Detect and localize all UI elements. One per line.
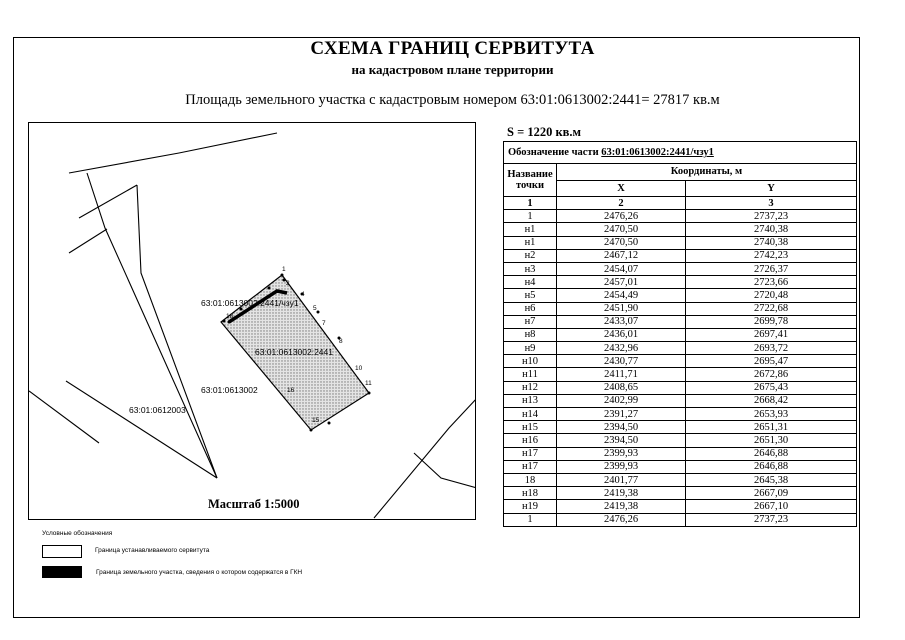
cell-x: 2399,93	[557, 447, 686, 460]
part-code: 63:01:0613002:2441/чзу1	[601, 147, 714, 158]
table-row	[504, 447, 857, 460]
table-row	[504, 210, 857, 223]
table-row	[504, 315, 857, 328]
map-drawing	[29, 123, 476, 520]
cell-name: н14	[504, 408, 557, 421]
cell-y: 2668,42	[686, 394, 857, 407]
page-title: СХЕМА ГРАНИЦ СЕРВИТУТА	[310, 38, 595, 59]
cell-name: н8	[504, 328, 557, 341]
table-row	[504, 223, 857, 236]
cell-x: 2432,96	[557, 342, 686, 355]
cell-x: 2391,27	[557, 408, 686, 421]
parcel-area-line: Площадь земельного участка с кадастровым номером 63:01:0613002:2441= 27817 кв.м	[185, 92, 720, 108]
table-row	[504, 249, 857, 262]
cell-y: 2645,38	[686, 473, 857, 486]
cell-x: 2399,93	[557, 460, 686, 473]
table-subheader-row	[504, 180, 857, 197]
header-coordinates: Координаты, м	[557, 164, 857, 181]
cell-y: 2646,88	[686, 447, 857, 460]
cell-y: 2667,09	[686, 487, 857, 500]
cell-y: 2723,66	[686, 276, 857, 289]
cell-name: н6	[504, 302, 557, 315]
cell-x: 2394,50	[557, 421, 686, 434]
cell-x: 2401,77	[557, 473, 686, 486]
part-designation-row	[504, 142, 857, 164]
column-number: 1	[504, 197, 557, 210]
cell-name: н11	[504, 368, 557, 381]
block-label: 63:01:0612003	[129, 405, 186, 415]
cell-name: н9	[504, 342, 557, 355]
table-row	[504, 434, 857, 447]
cell-y: 2672,86	[686, 368, 857, 381]
cell-name: н16	[504, 434, 557, 447]
cell-y: 2693,72	[686, 342, 857, 355]
table-row	[504, 342, 857, 355]
table-row	[504, 487, 857, 500]
point-label: 2	[286, 280, 290, 287]
cell-y: 2722,68	[686, 302, 857, 315]
table-row	[504, 289, 857, 302]
cell-name: 1	[504, 513, 557, 526]
table-row	[504, 355, 857, 368]
cell-name: н10	[504, 355, 557, 368]
point-label: 18	[226, 313, 234, 320]
point-label: 10	[355, 365, 363, 372]
cell-name: н18	[504, 487, 557, 500]
point-label: 8	[339, 338, 343, 345]
cell-name: н15	[504, 421, 557, 434]
cell-y: 2675,43	[686, 381, 857, 394]
servitude-label: 63:01:0613002:2441/чзу1	[201, 298, 299, 308]
cell-x: 2419,38	[557, 500, 686, 513]
cell-y: 2726,37	[686, 262, 857, 275]
point-label: 15	[312, 417, 320, 424]
cell-x: 2454,07	[557, 262, 686, 275]
cell-y: 2653,93	[686, 408, 857, 421]
cell-name: н17	[504, 447, 557, 460]
cell-y: 2740,38	[686, 236, 857, 249]
cell-y: 2646,88	[686, 460, 857, 473]
cell-x: 2402,99	[557, 394, 686, 407]
part-label: Обозначение части	[508, 147, 599, 158]
point-label: 7	[322, 320, 326, 327]
parcel-label: 63:01:0613002:2441	[255, 347, 333, 357]
point-label: 4	[301, 291, 305, 298]
cell-x: 2408,65	[557, 381, 686, 394]
map-scale: Масштаб 1:5000	[208, 497, 300, 511]
table-row	[504, 500, 857, 513]
cell-y: 2697,41	[686, 328, 857, 341]
cell-y: 2699,78	[686, 315, 857, 328]
cell-name: н4	[504, 276, 557, 289]
cell-y: 2737,23	[686, 513, 857, 526]
cell-x: 2476,26	[557, 513, 686, 526]
table-row	[504, 473, 857, 486]
cell-y: 2740,38	[686, 223, 857, 236]
block-label: 63:01:0613002	[201, 385, 258, 395]
table-row	[504, 460, 857, 473]
point-label: 11	[365, 380, 372, 387]
legend-title: Условные обозначения	[42, 530, 113, 537]
cell-name: н19	[504, 500, 557, 513]
table-row	[504, 408, 857, 421]
cell-x: 2451,90	[557, 302, 686, 315]
cell-x: 2470,50	[557, 223, 686, 236]
cell-x: 2394,50	[557, 434, 686, 447]
cell-name: н12	[504, 381, 557, 394]
cell-name: н1	[504, 236, 557, 249]
cell-x: 2457,01	[557, 276, 686, 289]
page-subtitle: на кадастровом плане территории	[351, 62, 554, 77]
cell-y: 2720,48	[686, 289, 857, 302]
cell-name: н17	[504, 460, 557, 473]
cell-name: н2	[504, 249, 557, 262]
header-x: X	[557, 180, 686, 197]
cell-name: н7	[504, 315, 557, 328]
cell-y: 2695,47	[686, 355, 857, 368]
cell-name: 18	[504, 473, 557, 486]
cell-x: 2470,50	[557, 236, 686, 249]
cell-x: 2433,07	[557, 315, 686, 328]
column-number-row	[504, 197, 857, 210]
point-label: 16	[287, 387, 295, 394]
coordinates-table	[503, 141, 857, 527]
header-point-name: Название точки	[504, 164, 557, 197]
cell-name: 1	[504, 210, 557, 223]
table-row	[504, 302, 857, 315]
header-y: Y	[686, 180, 857, 197]
table-row	[504, 328, 857, 341]
column-number: 2	[557, 197, 686, 210]
point-label: 1	[282, 266, 286, 273]
cell-x: 2411,71	[557, 368, 686, 381]
table-row	[504, 421, 857, 434]
cell-y: 2651,31	[686, 421, 857, 434]
table-row	[504, 394, 857, 407]
cell-x: 2419,38	[557, 487, 686, 500]
point-label: 5	[313, 305, 317, 312]
coordinate-rows	[504, 210, 857, 527]
table-row	[504, 276, 857, 289]
table-row	[504, 381, 857, 394]
legend-label-servitude: Граница устанавливаемого сервитута	[95, 547, 210, 554]
cell-y: 2742,23	[686, 249, 857, 262]
table-row	[504, 236, 857, 249]
cell-x: 2436,01	[557, 328, 686, 341]
servitude-area: S = 1220 кв.м	[507, 125, 582, 139]
cell-x: 2454,49	[557, 289, 686, 302]
table-row	[504, 262, 857, 275]
cell-y: 2737,23	[686, 210, 857, 223]
legend-swatch-servitude	[42, 545, 82, 558]
table-row	[504, 513, 857, 526]
cell-name: н5	[504, 289, 557, 302]
column-number: 3	[686, 197, 857, 210]
cell-x: 2476,26	[557, 210, 686, 223]
legend-label-parcel: Граница земельного участка, сведения о котором содержатся в ГКН	[96, 569, 303, 576]
table-header-row	[504, 164, 857, 181]
cell-x: 2430,77	[557, 355, 686, 368]
cell-y: 2651,30	[686, 434, 857, 447]
cell-x: 2467,12	[557, 249, 686, 262]
cell-name: н1	[504, 223, 557, 236]
cell-name: н3	[504, 262, 557, 275]
table-row	[504, 368, 857, 381]
cadastral-map	[28, 122, 476, 520]
cell-y: 2667,10	[686, 500, 857, 513]
cell-name: н13	[504, 394, 557, 407]
legend-swatch-parcel	[42, 566, 82, 578]
